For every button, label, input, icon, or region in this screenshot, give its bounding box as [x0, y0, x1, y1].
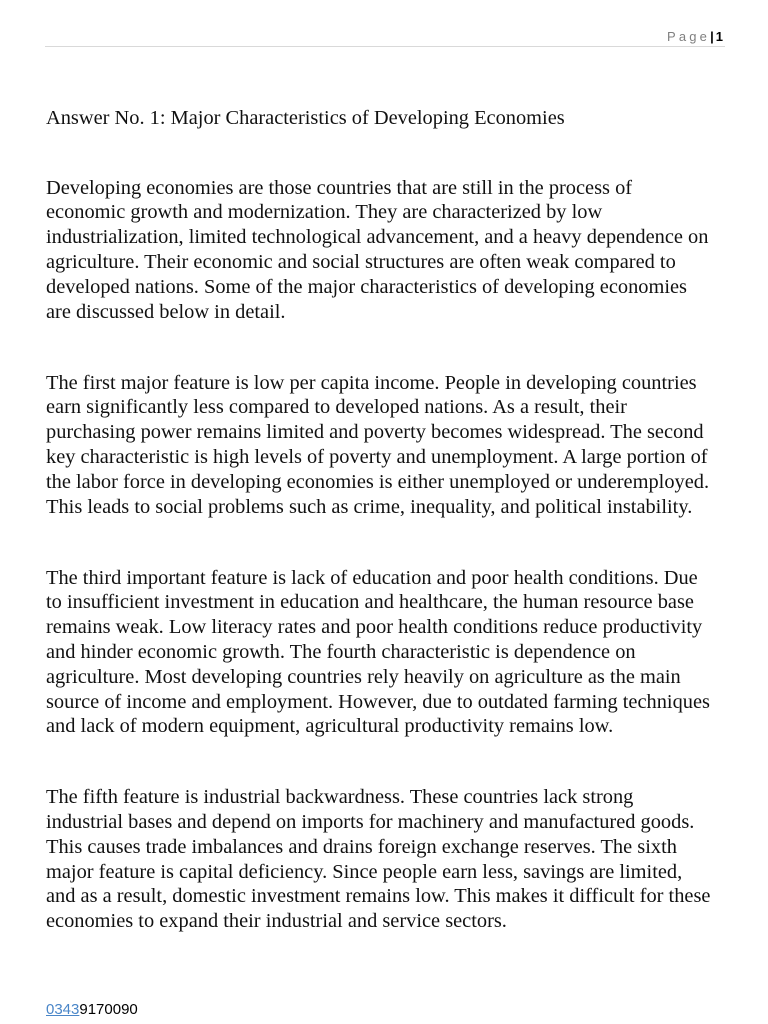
paragraph-line: and lack of modern equipment, agricultural productivity remains low. — [46, 715, 614, 738]
paragraph-line: Developing economies are those countries that are still in the process of — [46, 176, 633, 199]
paragraph-line: and hinder economic growth. The fourth characteristic is dependence on — [46, 640, 636, 663]
paragraph-line: The fifth feature is industrial backwardness. These countries lack strong — [46, 786, 634, 809]
income-poverty-paragraph — [46, 371, 746, 520]
phone-link[interactable]: 0343 — [46, 1001, 80, 1018]
page-label: Page — [666, 29, 711, 44]
paragraph-line: the labor force in developing economies is either unemployed or underemployed. — [46, 470, 710, 493]
paragraph-line: This causes trade imbalances and drains foreign exchange reserves. The sixth — [46, 835, 677, 858]
page-separator: | — [710, 29, 714, 44]
answer-title: Answer No. 1: Major Characteristics of Developing Economies — [46, 106, 565, 129]
phone-number-rest: 9170090 — [79, 1001, 138, 1018]
page-number: 1 — [715, 29, 723, 44]
paragraph-line: The third important feature is lack of education and poor health conditions. Due — [46, 566, 698, 589]
paragraph-line: and as a result, domestic investment remains low. This makes it difficult for these — [46, 885, 711, 908]
paragraph-line: agriculture. Most developing countries rely heavily on agriculture as the main — [46, 665, 681, 688]
paragraph-line: key characteristic is high levels of poverty and unemployment. A large portion of — [46, 445, 708, 468]
paragraph-line: economies to expand their industrial and service sectors. — [46, 910, 507, 933]
paragraph-line: remains weak. Low literacy rates and poor health conditions reduce productivity — [46, 616, 703, 639]
paragraph-line: This leads to social problems such as crime, inequality, and political instability. — [46, 495, 693, 518]
page-footer — [46, 1001, 138, 1019]
paragraph-line: industrial bases and depend on imports for machinery and manufactured goods. — [46, 811, 695, 834]
document-body — [46, 106, 746, 981]
paragraph-line: developed nations. Some of the major characteristics of developing economies — [46, 275, 687, 298]
paragraph-line: agriculture. Their economic and social structures are often weak compared to — [46, 250, 676, 273]
industry-capital-paragraph — [46, 785, 746, 934]
paragraph-line: are discussed below in detail. — [46, 300, 286, 323]
paragraph-line: purchasing power remains limited and poverty becomes widespread. The second — [46, 421, 704, 444]
paragraph-line: The first major feature is low per capita income. People in developing countries — [46, 371, 697, 394]
education-agriculture-paragraph — [46, 566, 746, 740]
paragraph-line: earn significantly less compared to developed nations. As a result, their — [46, 396, 627, 419]
paragraph-line: to insufficient investment in education and healthcare, the human resource base — [46, 591, 694, 614]
header-divider — [45, 46, 725, 47]
paragraph-line: major feature is capital deficiency. Since people earn less, savings are limited, — [46, 860, 683, 883]
intro-paragraph — [46, 176, 746, 325]
page-header — [667, 29, 723, 45]
paragraph-line: source of income and employment. However, due to outdated farming techniques — [46, 690, 710, 713]
paragraph-line: industrialization, limited technological advancement, and a heavy dependence on — [46, 226, 709, 249]
paragraph-line: economic growth and modernization. They are characterized by low — [46, 201, 603, 224]
